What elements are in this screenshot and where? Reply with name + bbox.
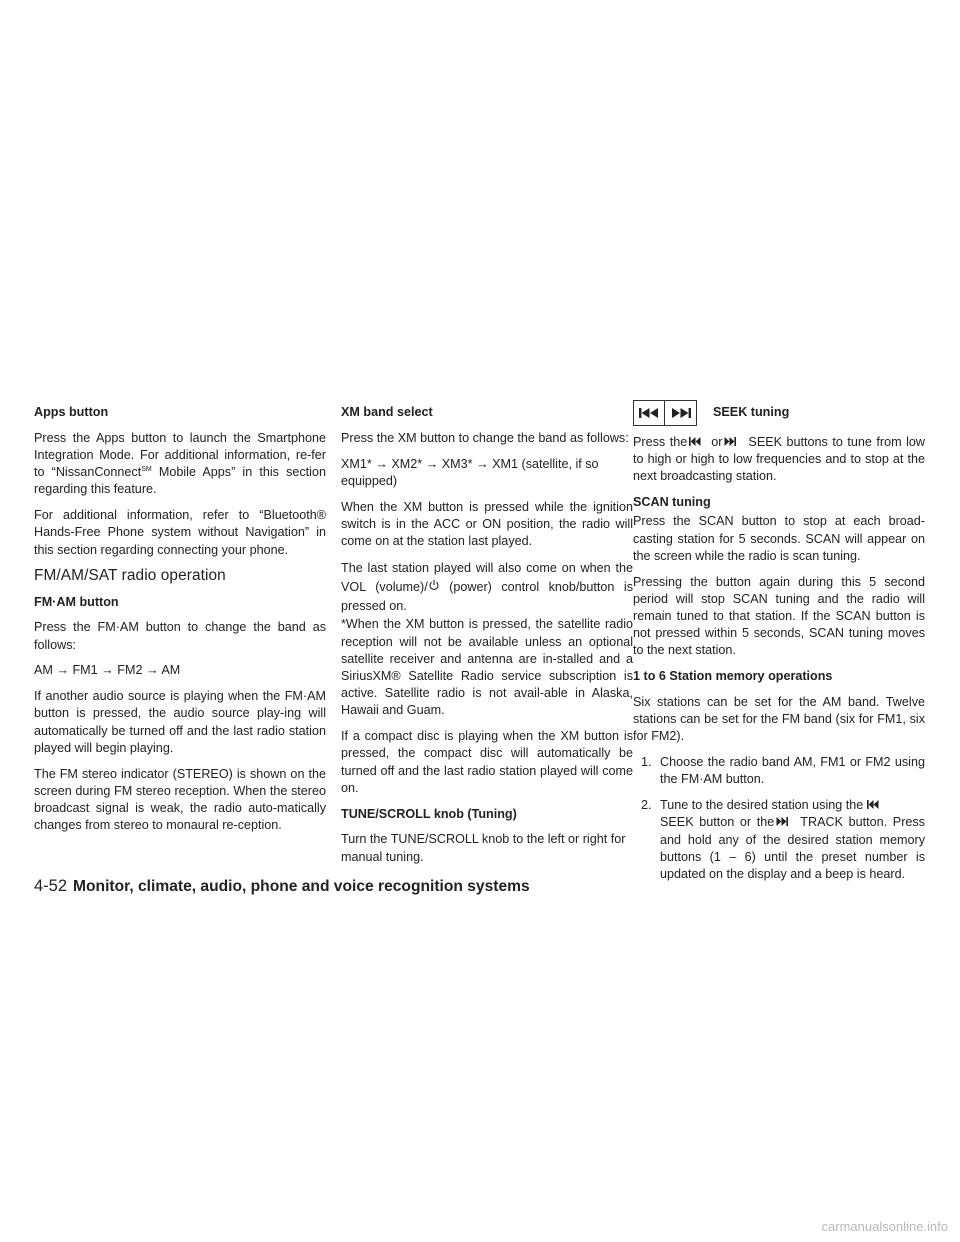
apps-p1-text-a: Press the Apps button to launch the Smartphone Integration Mode. For additional information, re-fer to “NissanConnect (34, 430, 326, 480)
watermark: carmanualsonline.info (821, 1219, 948, 1234)
seek-back-button-illustration (633, 400, 665, 426)
seek-forward-icon (671, 408, 691, 418)
page-footer (34, 877, 530, 896)
xm-band-sequence: XM1* → XM2* → XM3* → XM1 (satellite, if so equipped) (341, 456, 599, 488)
fmam-heading: FM·AM button (34, 594, 119, 609)
memory-steps (633, 754, 925, 883)
memory-heading: 1 to 6 Station memory operations (633, 669, 833, 684)
fmam-paragraph-1: Press the FM·AM button to change the band as follows: (34, 620, 326, 652)
seek-forward-icon (776, 817, 788, 826)
page-number: 4-52 (34, 877, 68, 895)
seek-p1-or: or (711, 435, 723, 449)
step-text-c: TRACK button. Press and hold any of the desired station memory buttons (1 – 6) until the preset number is updated on the display and a beep is heard. (660, 815, 925, 882)
scan-paragraph-2: Pressing the button again during this 5 second period will stop SCAN tuning and the radio will remain tuned to that station. If the SCAN button is not pressed within 5 seconds, SCAN tuning moves to the next station. (633, 574, 925, 658)
tune-paragraph-1: Turn the TUNE/SCROLL knob to the left or right for manual tuning. (341, 832, 626, 864)
column-middle (341, 404, 633, 874)
scan-heading: SCAN tuning (633, 495, 711, 510)
chapter-title: Monitor, climate, audio, phone and voice recognition systems (73, 878, 530, 895)
apps-paragraph-2: For additional information, refer to “Bluetooth® Hands-Free Phone system without Navigation” in this section regarding connecting your phone. (34, 508, 326, 557)
fmam-band-sequence: AM → FM1 → FM2 → AM (34, 663, 181, 678)
fmam-paragraph-3: The FM stereo indicator (STEREO) is shown on the screen during FM stereo reception. When the stereo broadcast signal is weak, the radio auto-matically changes from stereo to monaural re-ception. (34, 766, 326, 833)
apps-heading: Apps button (34, 405, 109, 419)
seek-back-icon (639, 408, 659, 418)
xm-paragraph-5: If a compact disc is playing when the XM button is pressed, the compact disc will automatically be turned off and the last radio station played will come on. (341, 729, 633, 795)
service-mark: SM (141, 466, 152, 474)
xm-paragraph-1: Press the XM button to change the band as follows: (341, 430, 629, 445)
xm-p3-text-b: (power) control knob/button is pressed on. (341, 579, 634, 613)
apps-p1-text-b: Mobile Apps” in this section regarding this feature. (34, 465, 326, 497)
seek-back-icon (867, 800, 879, 809)
seek-heading-row (633, 400, 925, 426)
xm-p3-text-a: The last station played will also come on when the VOL (volume)/ (341, 560, 633, 594)
xm-paragraph-4: *When the XM button is pressed, the satellite radio reception will not be available unless an optional satellite receiver and antenna are in-stalled and a SiriusXM® Satellite Radio service subscription is active. Satellite radio is not avail-able in Alaska, Hawaii and Guam. (341, 617, 633, 718)
seek-p1-text-a: Press the (633, 435, 688, 449)
seek-heading: SEEK tuning (713, 405, 790, 420)
memory-step-2 (633, 797, 925, 883)
seek-p1-text-b: SEEK buttons to tune from low to high or high to low frequencies and to stop at the next broadcasting station. (633, 435, 925, 484)
seek-forward-icon (724, 437, 736, 446)
step-text-a: Tune to the desired station using the (660, 798, 864, 813)
xm-paragraph-3 (341, 559, 633, 616)
xm-heading: XM band select (341, 405, 433, 419)
section-title: FM/AM/SAT radio operation (34, 567, 226, 585)
step-number: 1. (641, 755, 652, 770)
seek-forward-button-illustration (665, 400, 697, 426)
seek-back-icon (689, 437, 701, 446)
step-number: 2. (641, 798, 652, 813)
memory-step-1 (633, 754, 925, 788)
tune-heading: TUNE/SCROLL knob (Tuning) (341, 806, 517, 821)
fmam-paragraph-2: If another audio source is playing when the FM·AM button is pressed, the audio source play-ing will automatically be turned off and the last radio station played will begin playing. (34, 689, 326, 755)
step-text: Choose the radio band AM, FM1 or FM2 using the FM·AM button. (660, 755, 925, 787)
xm-paragraph-2: When the XM button is pressed while the ignition switch is in the ACC or ON position, the radio will come on at the station last played. (341, 499, 633, 548)
memory-paragraph-1: Six stations can be set for the AM band. Twelve stations can be set for the FM band (six for FM1, six for FM2). (633, 695, 925, 744)
column-left (34, 404, 326, 843)
step-text-b: SEEK button or the (660, 815, 775, 830)
column-right (633, 404, 925, 892)
apps-paragraph-1 (34, 430, 326, 499)
scan-paragraph-1: Press the SCAN button to stop at each broad-casting station for 5 seconds. SCAN will appear on the screen while the radio is scan tuning. (633, 514, 925, 563)
power-icon (428, 579, 440, 591)
seek-paragraph-1 (633, 434, 925, 486)
